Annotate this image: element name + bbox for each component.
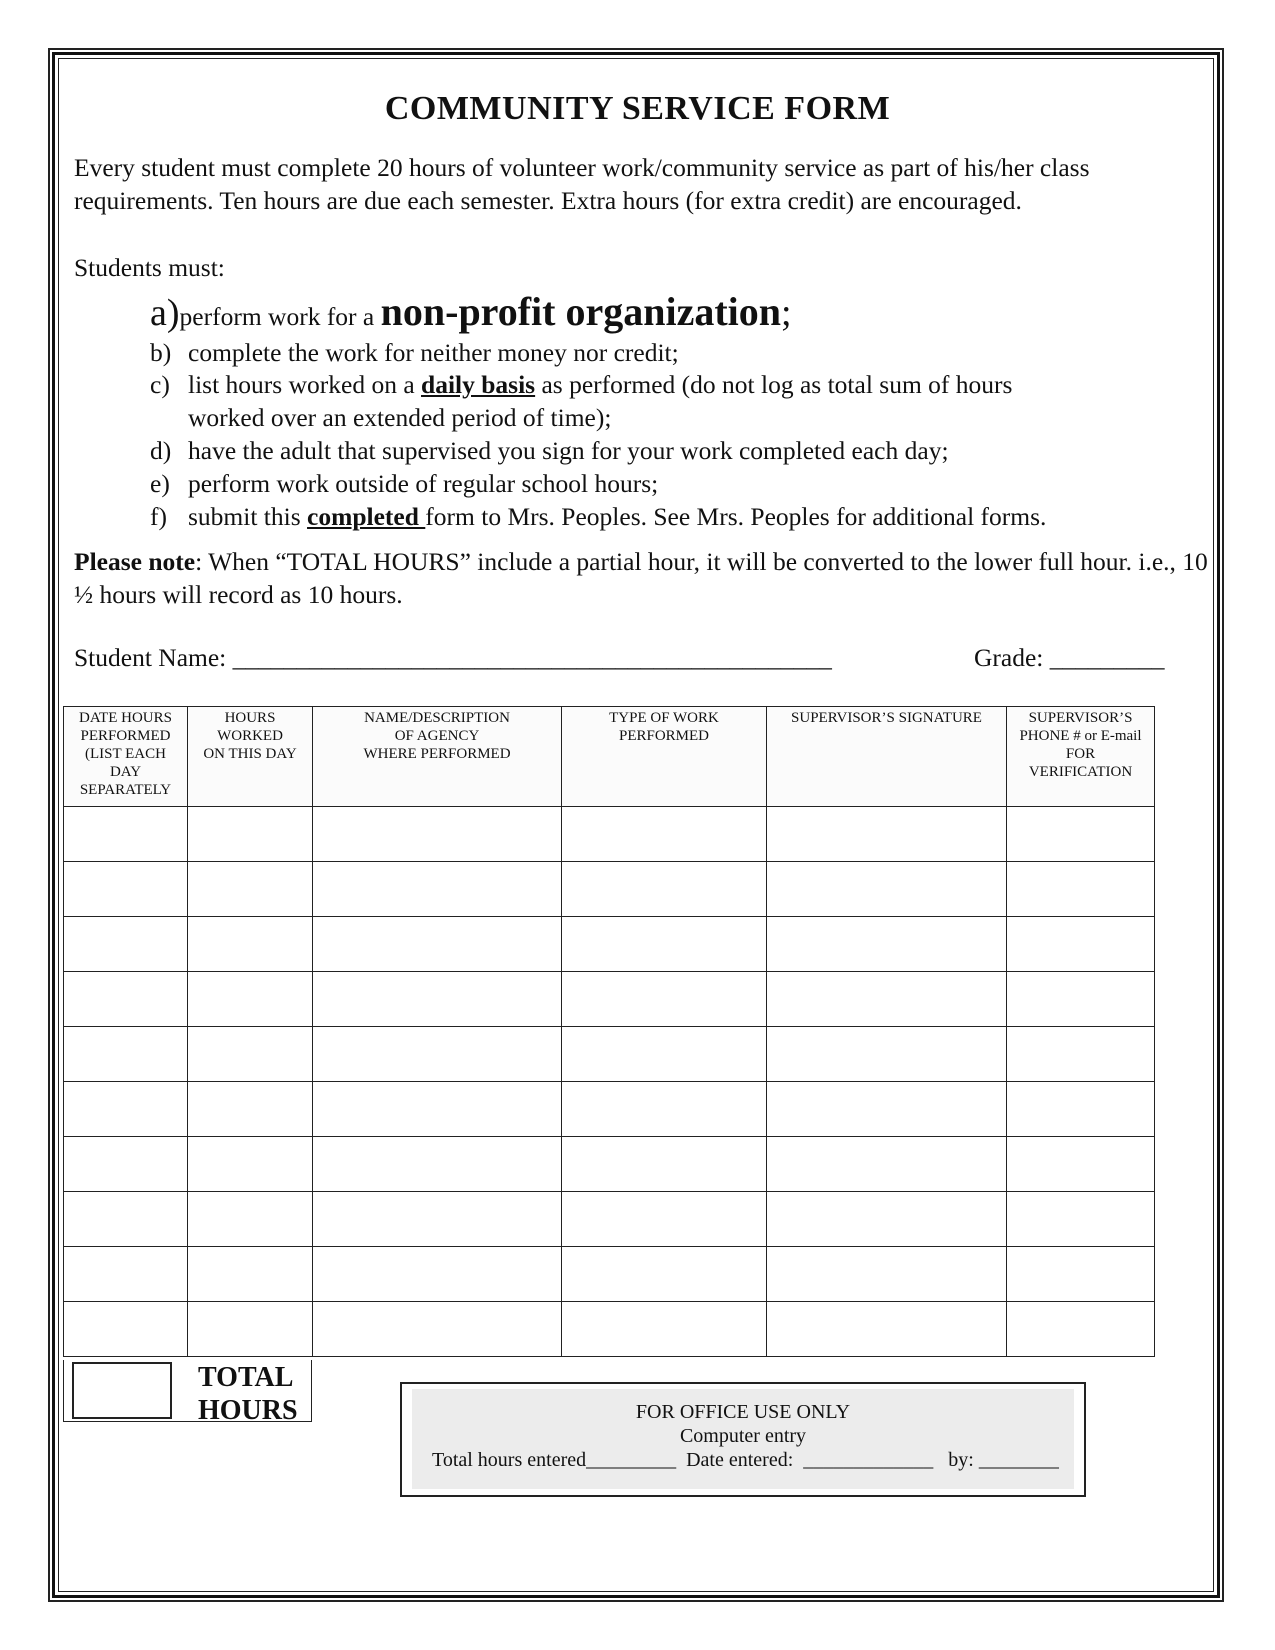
header-line: OF AGENCY — [394, 728, 480, 744]
table-cell[interactable] — [767, 862, 1007, 917]
header-line: PHONE # or E-mail — [1019, 728, 1142, 744]
table-row — [64, 1137, 1155, 1192]
table-cell[interactable] — [313, 1192, 562, 1247]
header-work-type — [562, 707, 767, 807]
requirement-text: perform work for a — [179, 302, 381, 331]
header-line: ON THIS DAY — [203, 746, 297, 762]
intro-paragraph: Every student must complete 20 hours of volunteer work/community service as part of his/her class requirements. Ten hours are due each semester. Extra hours (for extra credit) are encouraged. — [74, 153, 1090, 215]
table-cell[interactable] — [313, 1137, 562, 1192]
table-cell[interactable] — [188, 972, 313, 1027]
table-cell[interactable] — [64, 1302, 188, 1357]
requirement-label: c) — [150, 370, 170, 399]
header-line: SEPARATELY — [79, 782, 172, 798]
table-cell[interactable] — [562, 917, 767, 972]
office-use-panel — [412, 1389, 1074, 1489]
requirement-label: a) — [150, 292, 180, 334]
table-cell[interactable] — [767, 807, 1007, 862]
table-row — [64, 1082, 1155, 1137]
table-cell[interactable] — [767, 1302, 1007, 1357]
header-line: DATE HOURS — [79, 710, 172, 726]
table-cell[interactable] — [188, 1192, 313, 1247]
table-cell[interactable] — [562, 1082, 767, 1137]
table-cell[interactable] — [562, 1302, 767, 1357]
table-cell[interactable] — [64, 1137, 188, 1192]
table-cell[interactable] — [562, 1027, 767, 1082]
table-row — [64, 1302, 1155, 1357]
requirement-c — [150, 370, 1012, 400]
please-note — [74, 545, 1214, 611]
table-row — [64, 807, 1155, 862]
table-cell[interactable] — [1007, 1082, 1155, 1137]
total-hours-area — [63, 1360, 312, 1426]
requirement-c-continued: worked over an extended period of time); — [188, 403, 612, 432]
table-cell[interactable] — [313, 1247, 562, 1302]
requirement-text: list hours worked on a — [188, 370, 422, 399]
table-cell[interactable] — [767, 1137, 1007, 1192]
table-row — [64, 1192, 1155, 1247]
table-cell[interactable] — [313, 862, 562, 917]
header-line: HOURS — [224, 710, 276, 726]
table-cell[interactable] — [188, 917, 313, 972]
header-line: DAY — [109, 764, 142, 780]
table-body — [64, 807, 1155, 1357]
table-cell[interactable] — [1007, 1192, 1155, 1247]
service-log-table — [63, 706, 1155, 1357]
requirement-text: submit this — [188, 502, 308, 531]
table-cell[interactable] — [188, 862, 313, 917]
table-cell[interactable] — [562, 1247, 767, 1302]
table-cell[interactable] — [1007, 972, 1155, 1027]
table-cell[interactable] — [188, 1027, 313, 1082]
office-entry-fields: Total hours entered_________ Date entered: _____________ by: ________ — [432, 1449, 1059, 1471]
table-cell[interactable] — [64, 1027, 188, 1082]
header-line: WHERE PERFORMED — [363, 746, 511, 762]
requirement-text: form to Mrs. Peoples. See Mrs. Peoples for additional forms. — [425, 502, 1047, 531]
table-cell[interactable] — [767, 917, 1007, 972]
table-cell[interactable] — [313, 1302, 562, 1357]
header-signature — [767, 707, 1007, 807]
table-cell[interactable] — [562, 972, 767, 1027]
table-cell[interactable] — [562, 862, 767, 917]
header-line: TYPE OF WORK — [609, 710, 719, 726]
requirement-b — [150, 338, 679, 368]
header-line: VERIFICATION — [1028, 764, 1133, 780]
requirement-e — [150, 469, 658, 499]
form-title: COMMUNITY SERVICE FORM — [384, 90, 891, 127]
table-cell[interactable] — [1007, 917, 1155, 972]
student-info-row — [74, 643, 1204, 673]
header-line: SUPERVISOR’S SIGNATURE — [791, 710, 982, 726]
table-cell[interactable] — [562, 1192, 767, 1247]
header-line: NAME/DESCRIPTION — [364, 710, 510, 726]
table-cell[interactable] — [64, 1082, 188, 1137]
table-cell[interactable] — [1007, 1302, 1155, 1357]
header-contact — [1007, 707, 1155, 807]
grade-field[interactable]: Grade: _________ — [974, 643, 1165, 672]
table-cell[interactable] — [64, 862, 188, 917]
table-cell[interactable] — [767, 1192, 1007, 1247]
header-line: PERFORMED — [80, 728, 171, 744]
table-cell[interactable] — [313, 1082, 562, 1137]
table-cell[interactable] — [313, 807, 562, 862]
requirement-text: have the adult that supervised you sign for your work completed each day; — [188, 436, 949, 465]
note-text: : When “TOTAL HOURS” include a partial hour, it will be converted to the lower full hour. i.e., 10 ½ hours will record as 10 hours. — [74, 547, 1208, 609]
table-row — [64, 1027, 1155, 1082]
table-cell[interactable] — [1007, 1137, 1155, 1192]
table-cell[interactable] — [767, 1082, 1007, 1137]
requirement-text: as performed (do not log as total sum of hours — [535, 370, 1013, 399]
table-cell[interactable] — [1007, 1247, 1155, 1302]
header-line: FOR — [1065, 746, 1096, 762]
student-name-field[interactable]: Student Name: _______________________________________________ — [74, 643, 832, 672]
table-cell[interactable] — [767, 972, 1007, 1027]
table-cell[interactable] — [1007, 862, 1155, 917]
table-cell[interactable] — [188, 807, 313, 862]
table-cell[interactable] — [767, 1247, 1007, 1302]
table-cell[interactable] — [188, 1302, 313, 1357]
table-cell[interactable] — [313, 917, 562, 972]
requirement-label: b) — [150, 338, 172, 367]
table-cell[interactable] — [313, 1027, 562, 1082]
table-cell[interactable] — [188, 1247, 313, 1302]
table-cell[interactable] — [64, 807, 188, 862]
table-row — [64, 972, 1155, 1027]
table-cell[interactable] — [64, 917, 188, 972]
table-row — [64, 862, 1155, 917]
header-line: SUPERVISOR’S — [1028, 710, 1133, 726]
requirement-label: f) — [150, 502, 167, 531]
header-hours — [188, 707, 313, 807]
header-line: WORKED — [217, 728, 283, 744]
requirement-f — [150, 502, 1046, 532]
table-cell[interactable] — [313, 972, 562, 1027]
table-cell[interactable] — [1007, 1027, 1155, 1082]
note-label: Please note — [74, 547, 196, 576]
requirement-label: e) — [150, 469, 170, 498]
table-cell[interactable] — [767, 1027, 1007, 1082]
table-cell[interactable] — [562, 807, 767, 862]
computer-entry-label: Computer entry — [679, 1425, 807, 1447]
table-row — [64, 1247, 1155, 1302]
table-cell[interactable] — [64, 1247, 188, 1302]
requirement-emphasis: non-profit organization — [380, 289, 782, 334]
table-cell[interactable] — [64, 1192, 188, 1247]
table-row — [64, 917, 1155, 972]
requirement-d — [150, 436, 949, 466]
table-cell[interactable] — [188, 1082, 313, 1137]
header-agency — [313, 707, 562, 807]
total-hours-line: HOURS — [198, 1395, 298, 1426]
requirement-a — [150, 288, 792, 335]
header-line: PERFORMED — [618, 728, 710, 744]
office-use-title: FOR OFFICE USE ONLY — [635, 1401, 851, 1423]
students-must-label: Students must: — [74, 253, 225, 282]
total-hours-box[interactable] — [72, 1362, 172, 1419]
requirement-emphasis: daily basis — [421, 370, 536, 399]
requirement-text: perform work outside of regular school hours; — [188, 469, 659, 498]
table-cell[interactable] — [188, 1137, 313, 1192]
requirement-emphasis: completed — [307, 502, 426, 531]
requirement-label: d) — [150, 436, 172, 465]
table-cell[interactable] — [64, 972, 188, 1027]
table-header-row — [64, 707, 1155, 807]
office-use-box — [400, 1382, 1086, 1497]
requirement-text: ; — [781, 292, 792, 334]
header-line: (LIST EACH — [85, 746, 166, 762]
table-cell[interactable] — [562, 1137, 767, 1192]
header-date — [64, 707, 188, 807]
total-hours-line: TOTAL — [198, 1362, 294, 1393]
total-hours-label — [198, 1361, 298, 1427]
table-cell[interactable] — [1007, 807, 1155, 862]
requirement-text: complete the work for neither money nor credit; — [188, 338, 679, 367]
